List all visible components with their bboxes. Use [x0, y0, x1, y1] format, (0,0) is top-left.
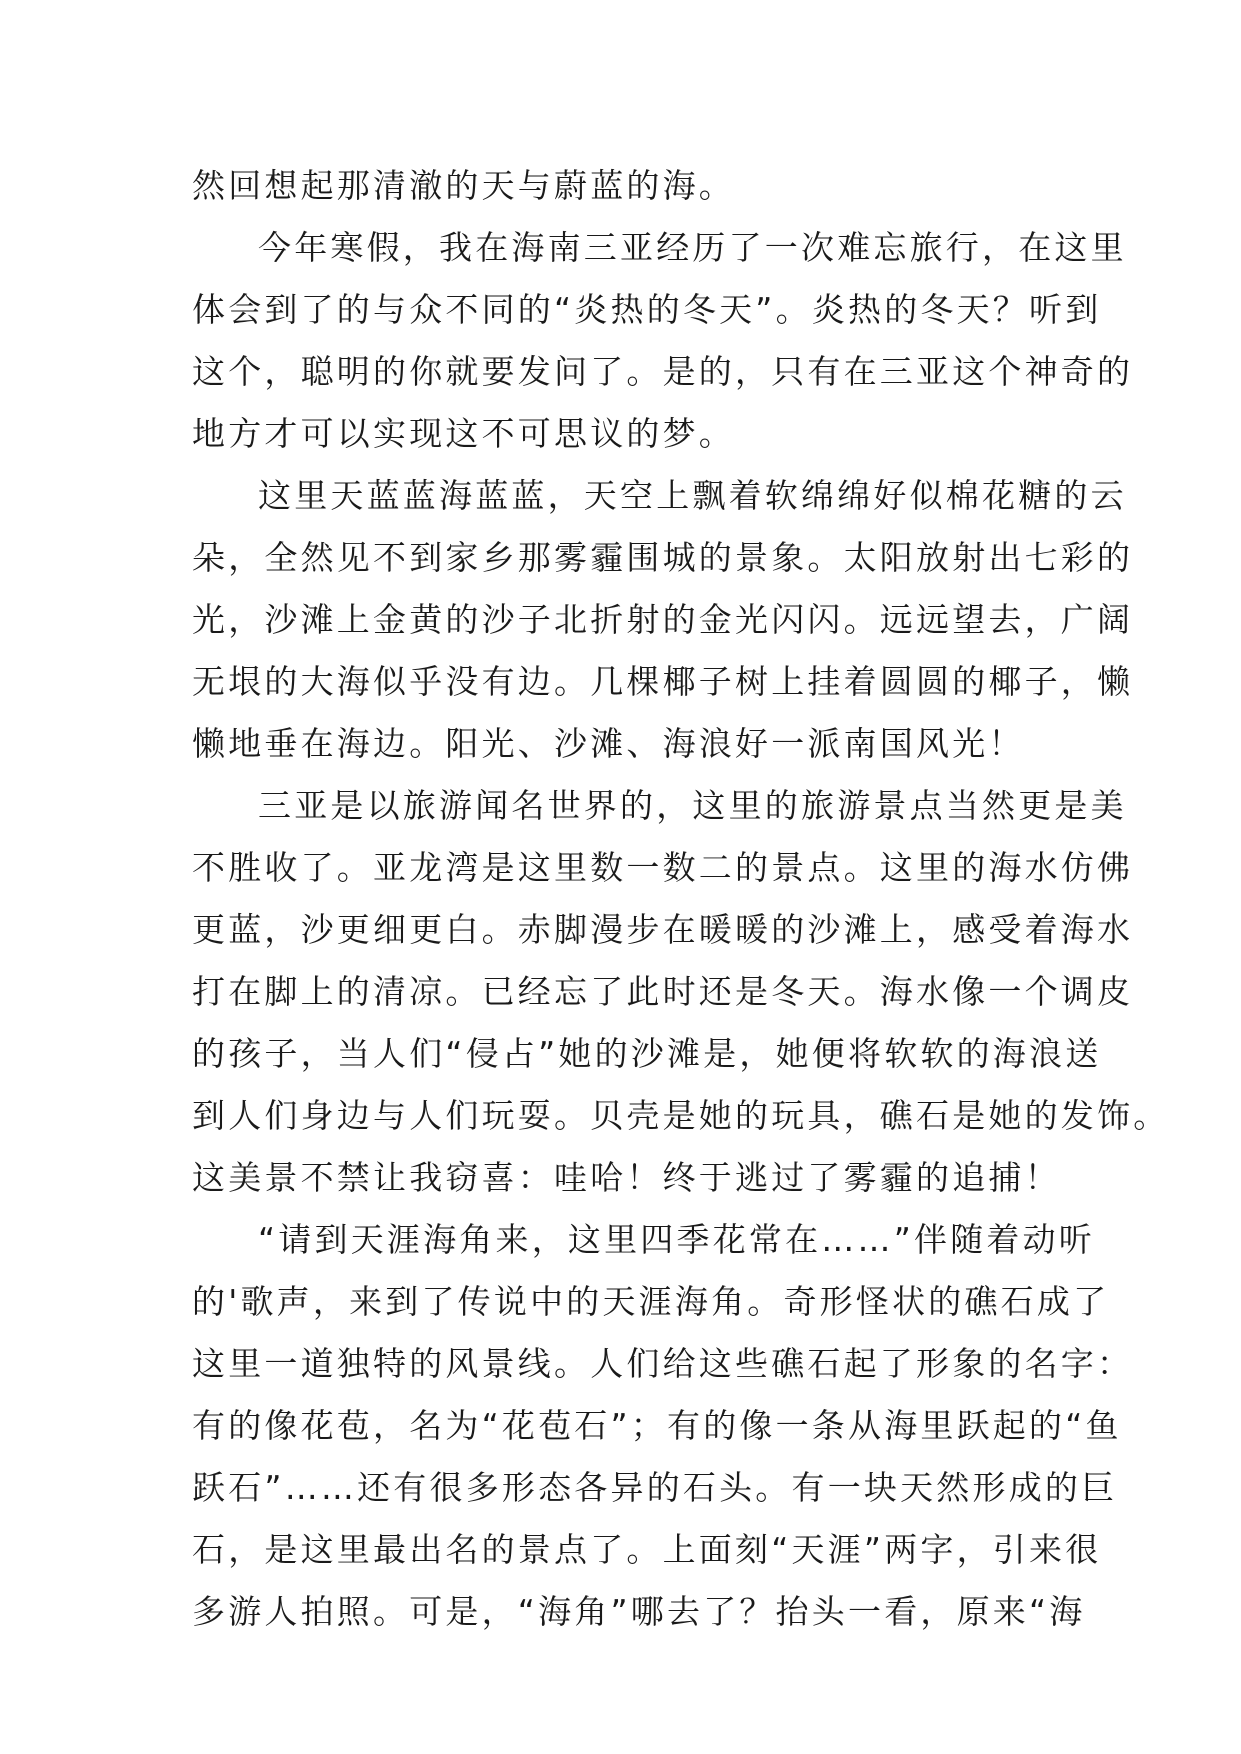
text-line: 石，是这里最出名的景点了。上面刻“天涯”两字，引来很 — [192, 1530, 1102, 1569]
text-line: 有的像花苞，名为“花苞石”；有的像一条从海里跃起的“鱼 — [192, 1406, 1122, 1445]
text-line: 不胜收了。亚龙湾是这里数一数二的景点。这里的海水仿佛 — [192, 848, 1134, 887]
text-line: 这里一道独特的风景线。人们给这些礁石起了形象的名字： — [192, 1344, 1134, 1383]
text-line: 体会到了的与众不同的“炎热的冬天”。炎热的冬天？听到 — [192, 290, 1102, 329]
text-line: 无垠的大海似乎没有边。几棵椰子树上挂着圆圆的椰子，懒 — [192, 662, 1134, 701]
paragraph-start-line: 三亚是以旅游闻名世界的，这里的旅游景点当然更是美 — [258, 786, 1127, 825]
text-line: 的孩子，当人们“侵占”她的沙滩是，她便将软软的海浪送 — [192, 1034, 1102, 1073]
text-line: 跃石”……还有很多形态各异的石头。有一块天然形成的巨 — [192, 1468, 1118, 1507]
text-line: 懒地垂在海边。阳光、沙滩、海浪好一派南国风光！ — [192, 724, 1025, 763]
paragraph-start-line: 这里天蓝蓝海蓝蓝，天空上飘着软绵绵好似棉花糖的云 — [258, 476, 1127, 515]
text-line: 的'歌声，来到了传说中的天涯海角。奇形怪状的礁石成了 — [192, 1282, 1110, 1321]
text-line: 地方才可以实现这不可思议的梦。 — [192, 414, 735, 453]
text-line: 多游人拍照。可是，“海角”哪去了？抬头一看，原来“海 — [192, 1592, 1086, 1631]
paragraph-start-line: “请到天涯海角来，这里四季花常在……”伴随着动听 — [258, 1220, 1095, 1259]
text-line: 朵，全然见不到家乡那雾霾围城的景象。太阳放射出七彩的 — [192, 538, 1134, 577]
text-line: 更蓝，沙更细更白。赤脚漫步在暖暖的沙滩上，感受着海水 — [192, 910, 1134, 949]
text-line: 光，沙滩上金黄的沙子北折射的金光闪闪。远远望去，广阔 — [192, 600, 1134, 639]
text-line: 然回想起那清澈的天与蔚蓝的海。 — [192, 166, 735, 205]
paragraph-start-line: 今年寒假，我在海南三亚经历了一次难忘旅行，在这里 — [258, 228, 1127, 267]
essay-body — [192, 155, 1170, 1643]
text-line: 打在脚上的清凉。已经忘了此时还是冬天。海水像一个调皮 — [192, 972, 1134, 1011]
text-line: 这个，聪明的你就要发问了。是的，只有在三亚这个神奇的 — [192, 352, 1134, 391]
text-line: 这美景不禁让我窃喜：哇哈！终于逃过了雾霾的追捕！ — [192, 1158, 1061, 1197]
text-line: 到人们身边与人们玩耍。贝壳是她的玩具，礁石是她的发饰。 — [192, 1096, 1170, 1135]
